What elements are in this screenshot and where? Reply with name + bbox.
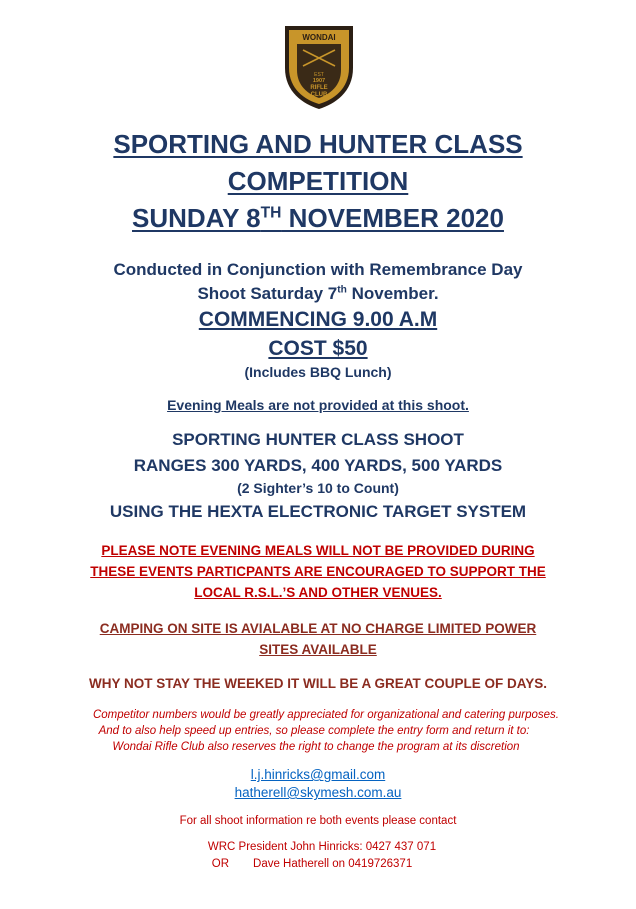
shoot-line-4: USING THE HEXTA ELECTRONIC TARGET SYSTEM bbox=[109, 502, 527, 521]
intro-line-2 bbox=[0, 284, 636, 304]
commencing-time: COMMENCING 9.00 A.M bbox=[198, 308, 438, 331]
title-line-2: COMPETITION bbox=[227, 166, 409, 196]
competitor-note-line-2: And to also help speed up entries, so please complete the entry form and return it to: bbox=[98, 725, 530, 737]
shoot-line-3: (2 Sighter’s 10 to Count) bbox=[237, 480, 399, 496]
intro-line-2-post: November. bbox=[346, 284, 439, 303]
contact-dave: Dave Hatherell on 0419726371 bbox=[253, 858, 413, 870]
title-date-sup: TH bbox=[260, 204, 282, 222]
shoot-line-1: SPORTING HUNTER CLASS SHOOT bbox=[172, 430, 464, 449]
logo-line-club: CLUB bbox=[310, 92, 328, 98]
please-note-line-3: LOCAL R.S.L.’S AND OTHER VENUES. bbox=[194, 585, 442, 600]
camping-line-2: SITES AVAILABLE bbox=[259, 642, 377, 657]
title-date-post: NOVEMBER 2020 bbox=[281, 203, 504, 233]
wondai-rifle-club-logo bbox=[283, 24, 355, 110]
intro-line-2-pre: Shoot Saturday 7 bbox=[197, 284, 338, 303]
email-row-2 bbox=[0, 785, 636, 800]
email-link-hinricks[interactable]: l.j.hinricks@gmail.com bbox=[250, 767, 386, 782]
cost: COST $50 bbox=[268, 337, 368, 360]
competitor-note-line-3: Wondai Rifle Club also reserves the right to change the program at its discretion bbox=[112, 741, 520, 753]
logo-line-rifle: RIFLE bbox=[310, 85, 328, 91]
camping-line-1: CAMPING ON SITE IS AVIALABLE AT NO CHARGE LIMITED POWER bbox=[99, 621, 537, 636]
includes-note: (Includes BBQ Lunch) bbox=[244, 364, 392, 380]
competitor-note-line-1: Competitor numbers would be greatly appreciated for organizational and catering purposes. bbox=[92, 709, 560, 721]
weekend-note: WHY NOT STAY THE WEEKED IT WILL BE A GREAT COUPLE OF DAYS. bbox=[88, 676, 548, 691]
please-note-line-2: THESE EVENTS PARTICPANTS ARE ENCOURAGED TO SUPPORT THE bbox=[90, 564, 546, 579]
email-row-1 bbox=[0, 767, 636, 782]
shoot-line-2: RANGES 300 YARDS, 400 YARDS, 500 YARDS bbox=[133, 456, 503, 475]
please-note-line-1: PLEASE NOTE EVENING MEALS WILL NOT BE PROVIDED DURING bbox=[101, 543, 535, 558]
title-date bbox=[0, 203, 636, 234]
contact-line-2 bbox=[0, 858, 630, 870]
email-link-hatherell[interactable]: hatherell@skymesh.com.au bbox=[234, 785, 402, 800]
logo-line-est: EST bbox=[314, 72, 324, 78]
contact-line-1: WRC President John Hinricks: 0427 437 071 bbox=[207, 841, 437, 853]
contact-or: OR bbox=[211, 858, 230, 870]
evening-meals-notice: Evening Meals are not provided at this shoot. bbox=[167, 397, 469, 413]
logo-top-text: WONDAI bbox=[302, 33, 336, 42]
intro-line-2-sup: th bbox=[337, 284, 347, 296]
title-date-pre: SUNDAY 8 bbox=[132, 203, 261, 233]
title-line-1: SPORTING AND HUNTER CLASS bbox=[113, 129, 523, 159]
contact-info: For all shoot information re both events please contact bbox=[179, 815, 457, 827]
logo-line-year: 1907 bbox=[312, 78, 326, 84]
intro-line-1: Conducted in Conjunction with Remembrance Day bbox=[113, 260, 523, 279]
